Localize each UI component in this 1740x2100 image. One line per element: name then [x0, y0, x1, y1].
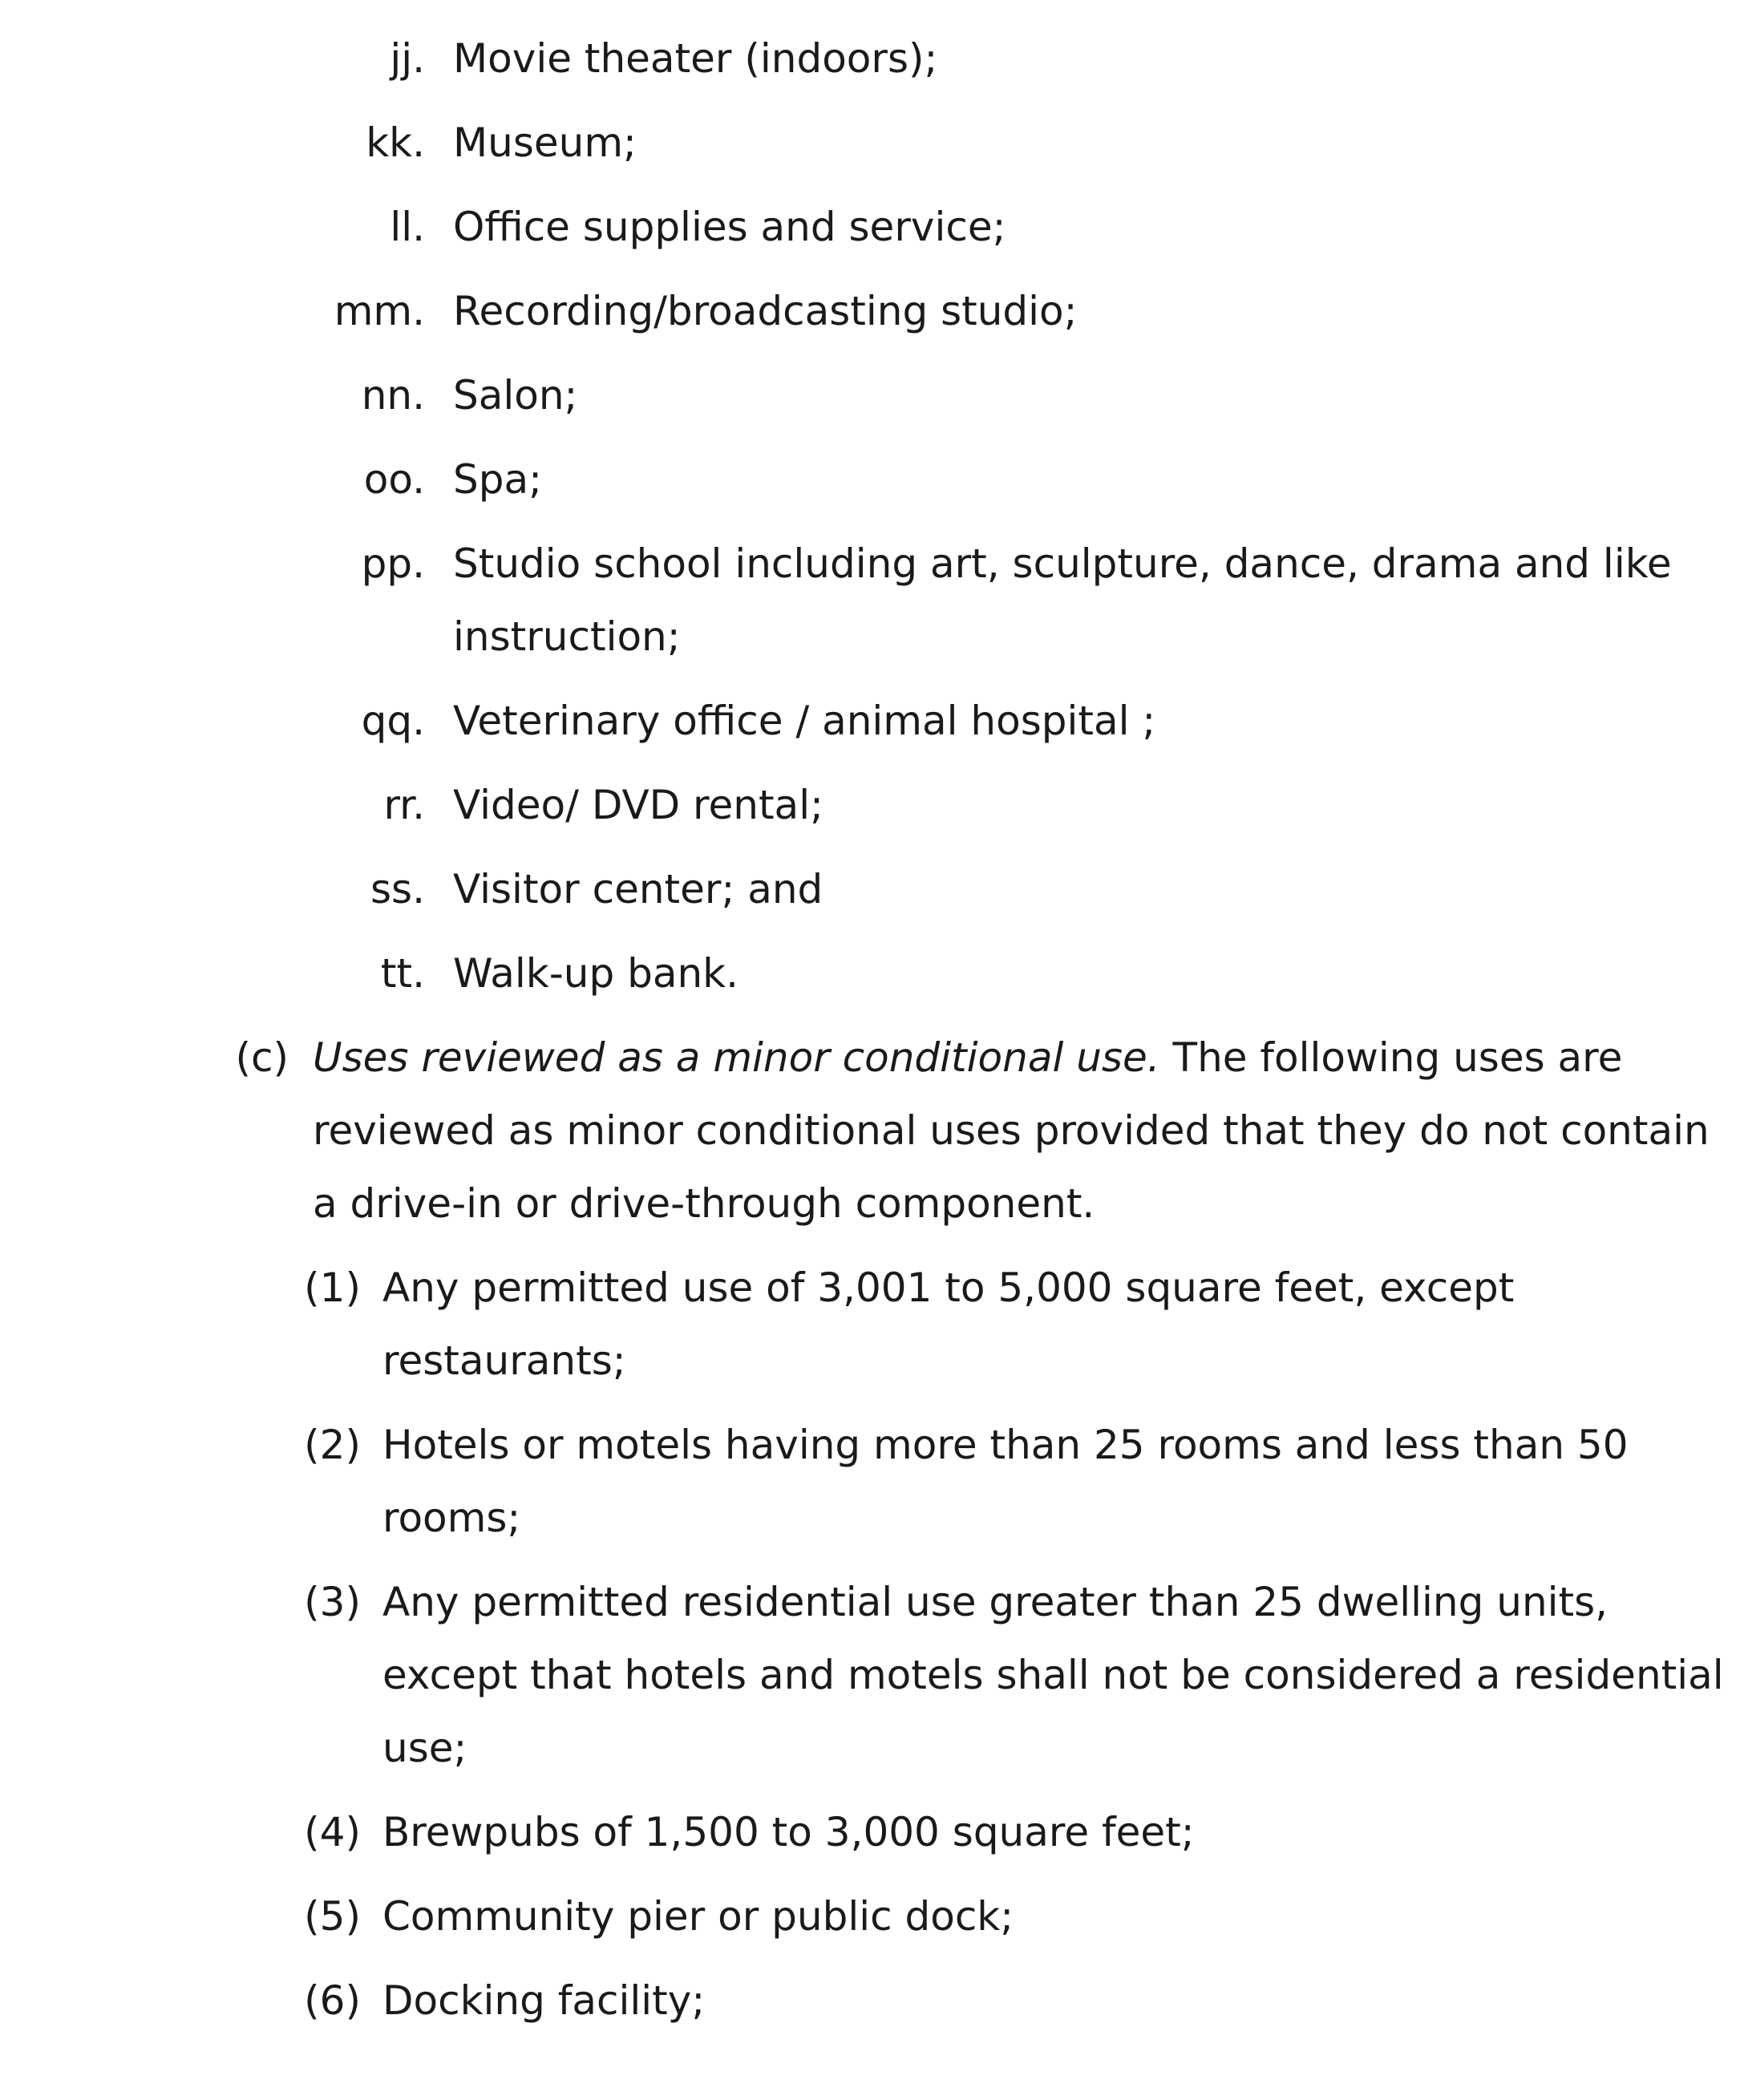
- list-item-text: Visitor center; and: [453, 866, 823, 912]
- list-marker: (3): [304, 1579, 361, 1625]
- list-marker: (6): [304, 1977, 361, 2024]
- list-item-text: Salon;: [453, 372, 578, 419]
- list-item-text: Veterinary office / animal hospital ;: [453, 698, 1156, 744]
- list-item-text: Brewpubs of 1,500 to 3,000 square feet;: [382, 1809, 1195, 1855]
- list-marker: oo.: [363, 456, 425, 503]
- list-item-text: Museum;: [453, 119, 637, 166]
- list-item-text: Walk-up bank.: [453, 950, 739, 997]
- list-marker: (1): [304, 1264, 361, 1311]
- list-item-text: use;: [382, 1725, 467, 1771]
- section-text-line: The following uses are: [1159, 1034, 1623, 1081]
- section-heading-italic: Uses reviewed as a minor conditional use.: [313, 1034, 1160, 1081]
- list-item-text: instruction;: [453, 613, 681, 660]
- list-marker: ll.: [390, 204, 425, 250]
- list-marker: (4): [304, 1809, 361, 1855]
- list-item-text: Recording/broadcasting studio;: [453, 288, 1078, 334]
- list-marker: pp.: [361, 540, 425, 587]
- list-item-text: Video/ DVD rental;: [453, 782, 823, 828]
- list-item-text: Movie theater (indoors);: [453, 35, 938, 82]
- list-marker: jj.: [390, 35, 425, 82]
- list-item-text: Office supplies and service;: [453, 204, 1006, 250]
- list-item-text: except that hotels and motels shall not be considered a residential: [382, 1652, 1724, 1698]
- section-text-line: reviewed as minor conditional uses provided that they do not contain: [313, 1107, 1710, 1154]
- list-item-text: rooms;: [382, 1495, 521, 1541]
- section-text-line: a drive-in or drive-through component.: [313, 1180, 1095, 1227]
- section-text: [313, 1022, 1622, 1095]
- list-marker: kk.: [366, 119, 425, 166]
- list-marker: tt.: [380, 950, 425, 997]
- list-marker: qq.: [361, 698, 425, 744]
- list-item-text: Hotels or motels having more than 25 rooms and less than 50: [382, 1422, 1629, 1468]
- list-marker: ss.: [370, 866, 425, 912]
- list-marker: nn.: [361, 372, 425, 419]
- list-item-text: Spa;: [453, 456, 542, 503]
- list-item-text: restaurants;: [382, 1337, 626, 1384]
- list-marker: rr.: [383, 782, 425, 828]
- list-marker: mm.: [334, 288, 425, 334]
- list-marker: (5): [304, 1893, 361, 1940]
- list-item-text: Docking facility;: [382, 1977, 706, 2024]
- list-item-text: Any permitted use of 3,001 to 5,000 square feet, except: [382, 1264, 1515, 1311]
- section-marker: (c): [235, 1034, 289, 1081]
- list-item-text: Any permitted residential use greater than 25 dwelling units,: [382, 1579, 1608, 1625]
- list-marker: (2): [304, 1422, 361, 1468]
- list-item-text: Studio school including art, sculpture, dance, drama and like: [453, 540, 1672, 587]
- list-item-text: Community pier or public dock;: [382, 1893, 1014, 1940]
